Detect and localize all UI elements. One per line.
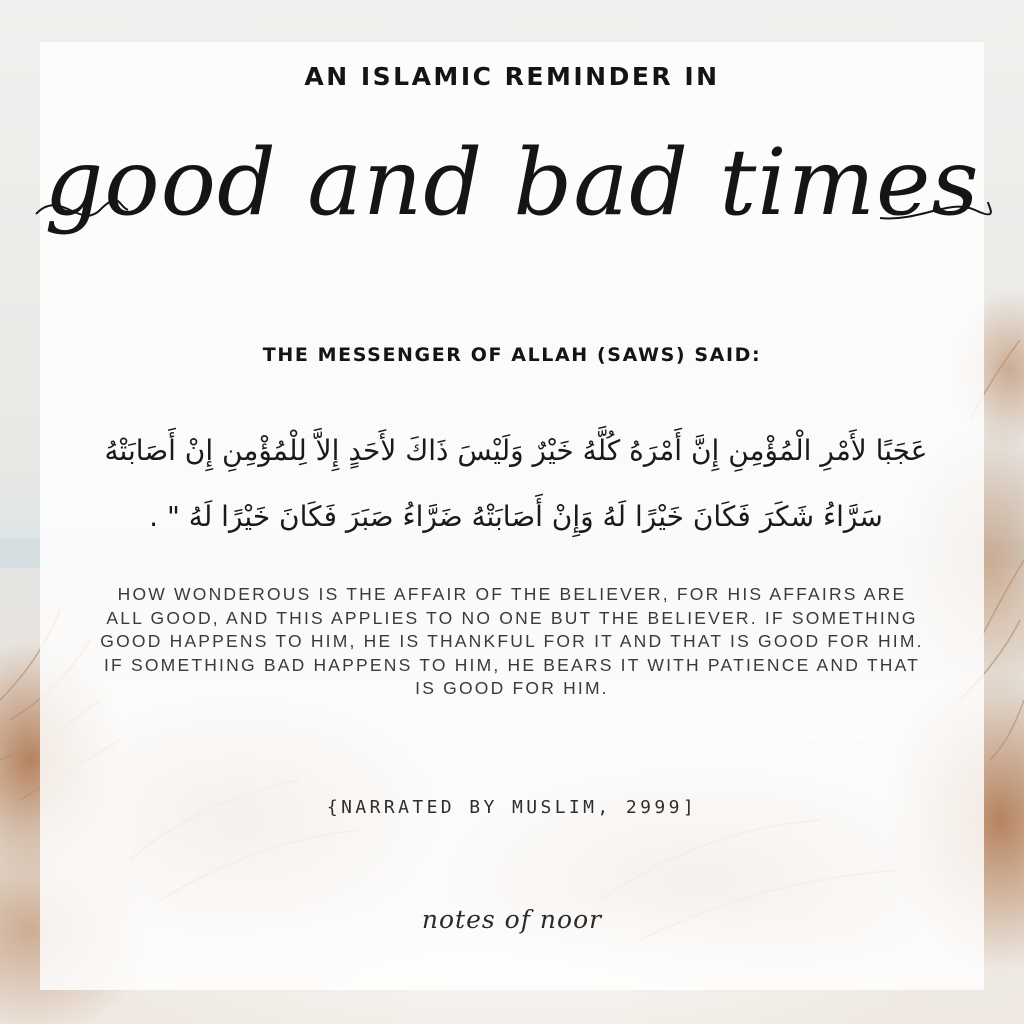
translation-text: HOW WONDEROUS IS THE AFFAIR OF THE BELIEVER, FOR HIS AFFAIRS ARE ALL GOOD, AND THIS APPLIES TO NO ONE BUT THE BELIEVER. IF SOMETHING GOOD HAPPENS TO HIM, HE IS THANKFUL FOR IT AND THAT IS GOOD FOR HIM. IF SOMETHING BAD HAPPENS TO HIM, HE BEARS IT WITH PATIENCE AND THAT IS GOOD FOR HIM. <box>100 584 924 698</box>
kicker-heading: AN ISLAMIC REMINDER IN <box>304 62 720 91</box>
page-title: good and bad times <box>44 129 980 236</box>
signature-logo: notes of noor <box>421 905 603 934</box>
arabic-hadith-text: عَجَبًا لأَمْرِ الْمُؤْمِنِ إِنَّ أَمْرَهُ كُلَّهُ خَيْرٌ وَلَيْسَ ذَاكَ لأَحَدٍ إِلاَّ لِلْمُؤْمِنِ إِنْ أَصَابَتْهُ سَرَّاءُ شَكَرَ فَكَانَ خَيْرًا لَهُ وَإِنْ أَصَابَتْهُ ضَرَّاءُ صَبَرَ فَكَانَ خَيْرًا لَهُ " . <box>104 434 928 533</box>
watermark-handle: @NOTESOFNOOR <box>720 728 868 744</box>
hadith-intro: THE MESSENGER OF ALLAH (SAWS) SAID: <box>262 344 762 366</box>
hadith-source: {NARRATED BY MUSLIM, 2999] <box>326 797 698 818</box>
